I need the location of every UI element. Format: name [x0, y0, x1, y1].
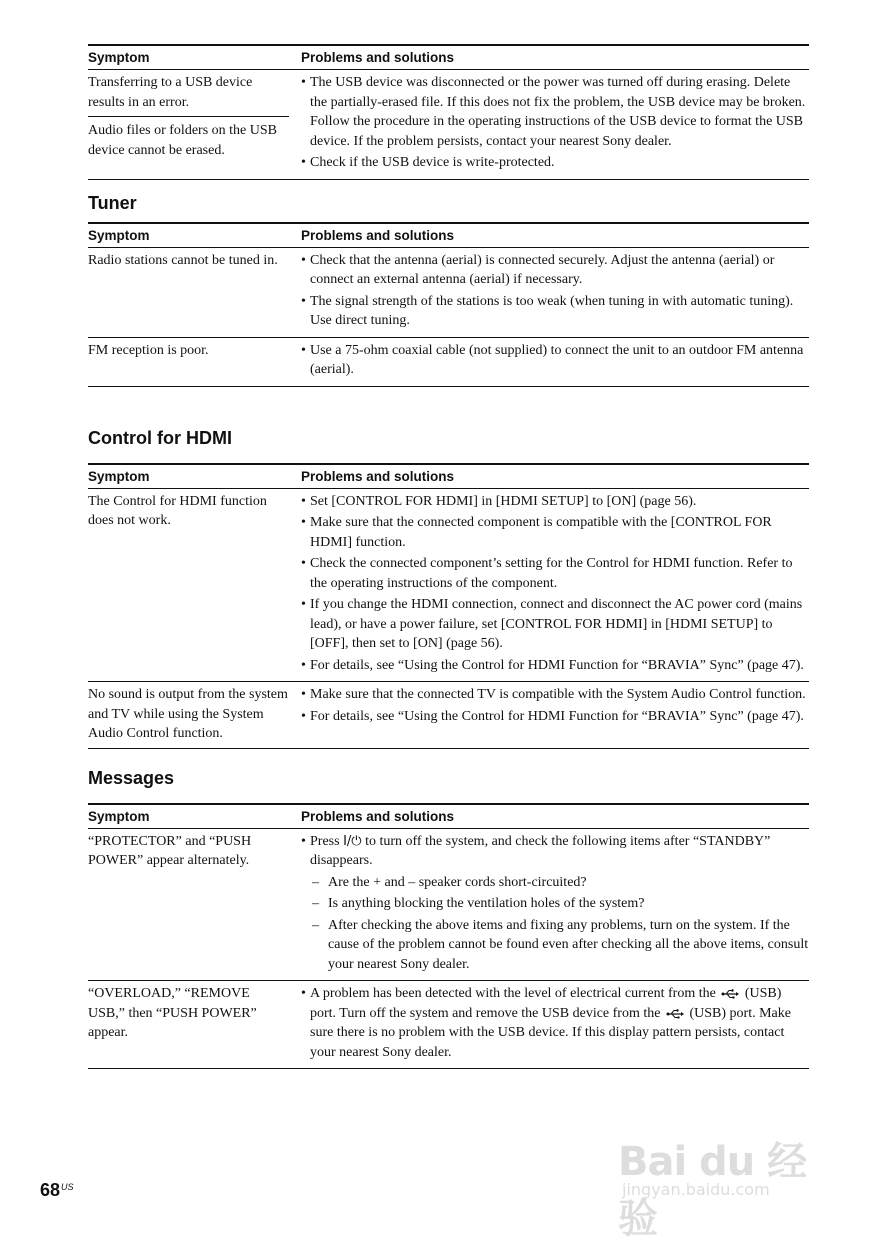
symptom-cell: Audio files or folders on the USB device cannot be erased.: [88, 123, 277, 158]
section-title-messages: Messages: [88, 767, 175, 788]
hdmi-table: [88, 463, 809, 749]
table-row: [88, 70, 809, 180]
solution-item: • For details, see “Using the Control for HDMI Function for “BRAVIA” Sync” (page 47).: [301, 656, 809, 676]
watermark: [618, 1130, 828, 1242]
symptom-header: Symptom: [88, 50, 150, 65]
section-title-hdmi: Control for HDMI: [88, 427, 232, 448]
solution-item: • Make sure that the connected component is compatible with the [CONTROL FOR HDMI] function.: [301, 513, 809, 552]
page-content: [88, 44, 809, 1069]
tuner-table: [88, 222, 809, 387]
check-item: – Is anything blocking the ventilation holes of the system?: [310, 894, 809, 914]
table-row: [88, 247, 809, 337]
solutions-header: Problems and solutions: [301, 227, 455, 243]
symptom-header: Symptom: [88, 468, 150, 484]
solution-item: • Use a 75-ohm coaxial cable (not supplied) to connect the unit to an outdoor FM antenna (aerial).: [301, 341, 809, 380]
solution-item: • Check the connected component’s setting for the Control for HDMI function. Refer to the operating instructions of the component.: [301, 554, 809, 593]
solution-list: [301, 251, 809, 331]
usb-icon: [666, 1009, 684, 1019]
table-row: [88, 682, 809, 749]
symptom-cell: “PROTECTOR” and “PUSH POWER” appear alternately.: [88, 833, 252, 868]
page-region: US: [61, 1182, 74, 1192]
solution-list: [301, 492, 809, 676]
usb-icon: [721, 989, 739, 999]
solution-item: • Check if the USB device is write-protected.: [301, 153, 809, 173]
symptom-header: Symptom: [88, 227, 150, 243]
table-row: [88, 981, 809, 1069]
messages-table: [88, 803, 809, 1070]
check-item: – After checking the above items and fixing any problems, turn on the system. If the cause of the problem cannot be found even after checking all the above items, consult your nearest Sony dealer.: [310, 916, 809, 975]
solutions-header: Problems and solutions: [301, 468, 455, 484]
solution-text: A problem has been detected with the level of electrical current from the: [310, 986, 716, 1001]
solution-item: • Make sure that the connected TV is compatible with the System Audio Control function.: [301, 685, 809, 705]
symptom-cell: Transferring to a USB device results in an error.: [88, 73, 289, 117]
press-rest-text: to turn off the system, and check the following items after “STANDBY” disappears.: [310, 833, 771, 868]
solution-list: [301, 73, 809, 173]
solution-list: [301, 341, 809, 380]
press-text: Press: [310, 833, 340, 849]
check-list: [310, 873, 809, 975]
symptom-header: Symptom: [88, 808, 150, 824]
watermark-logo: Bai du 经验: [618, 1139, 807, 1242]
symptom-cell: No sound is output from the system and TV while using the System Audio Control function.: [88, 687, 288, 741]
solution-item: • Check that the antenna (aerial) is connected securely. Adjust the antenna (aerial) or connect an external antenna (aerial) if necessary.: [301, 251, 809, 290]
symptom-cell: Radio stations cannot be tuned in.: [88, 252, 278, 268]
solution-text: (USB) port. Make sure there is no problem with the USB device. If this display pattern persists, contact your nearest Sony dealer.: [310, 1005, 791, 1060]
solution-item: • For details, see “Using the Control for HDMI Function for “BRAVIA” Sync” (page 47).: [301, 707, 809, 727]
solution-item: • The signal strength of the stations is too weak (when tuning in with automatic tuning). Use direct tuning.: [301, 292, 809, 331]
solution-item: [301, 984, 809, 1062]
table-row: [88, 337, 809, 386]
solution-item: • Set [CONTROL FOR HDMI] in [HDMI SETUP] to [ON] (page 56).: [301, 492, 809, 512]
watermark-url: jingyan.baidu.com: [622, 1180, 770, 1199]
symptom-cell: “OVERLOAD,” “REMOVE USB,” then “PUSH POWER” appear.: [88, 986, 257, 1040]
solution-list: [301, 685, 809, 726]
table-row: [88, 488, 809, 682]
solution-item: [301, 832, 809, 975]
solutions-header: Problems and solutions: [301, 50, 455, 65]
symptom-cell: FM reception is poor.: [88, 342, 209, 358]
solution-item: • The USB device was disconnected or the power was turned off during erasing. Delete the partially-erased file. If this does not fix the problem, the USB device may be broken. Follow the procedure in the operating instructions of the USB device to format the USB device. If the problem persists, contact your nearest Sony dealer.: [301, 73, 809, 151]
section-title-tuner: Tuner: [88, 192, 137, 213]
solution-item: • If you change the HDMI connection, connect and disconnect the AC power cord (mains lead), or have a power failure, set [CONTROL FOR HDMI] in [HDMI SETUP] to [OFF], then set to [ON] (page 56).: [301, 595, 809, 654]
solution-list: [301, 832, 809, 975]
usb-troubleshooting-table: [88, 44, 809, 180]
table-row: [88, 828, 809, 981]
solution-text: (USB) port. Turn off the system and remove the USB device from the: [310, 986, 782, 1021]
symptom-cell: The Control for HDMI function does not work.: [88, 493, 267, 528]
page-number: [40, 1180, 74, 1201]
page-number-value: 68: [40, 1180, 61, 1200]
solutions-header: Problems and solutions: [301, 808, 455, 824]
power-icon: I/⏻: [343, 833, 362, 849]
solution-list: [301, 984, 809, 1062]
check-item: – Are the + and – speaker cords short-circuited?: [310, 873, 809, 893]
